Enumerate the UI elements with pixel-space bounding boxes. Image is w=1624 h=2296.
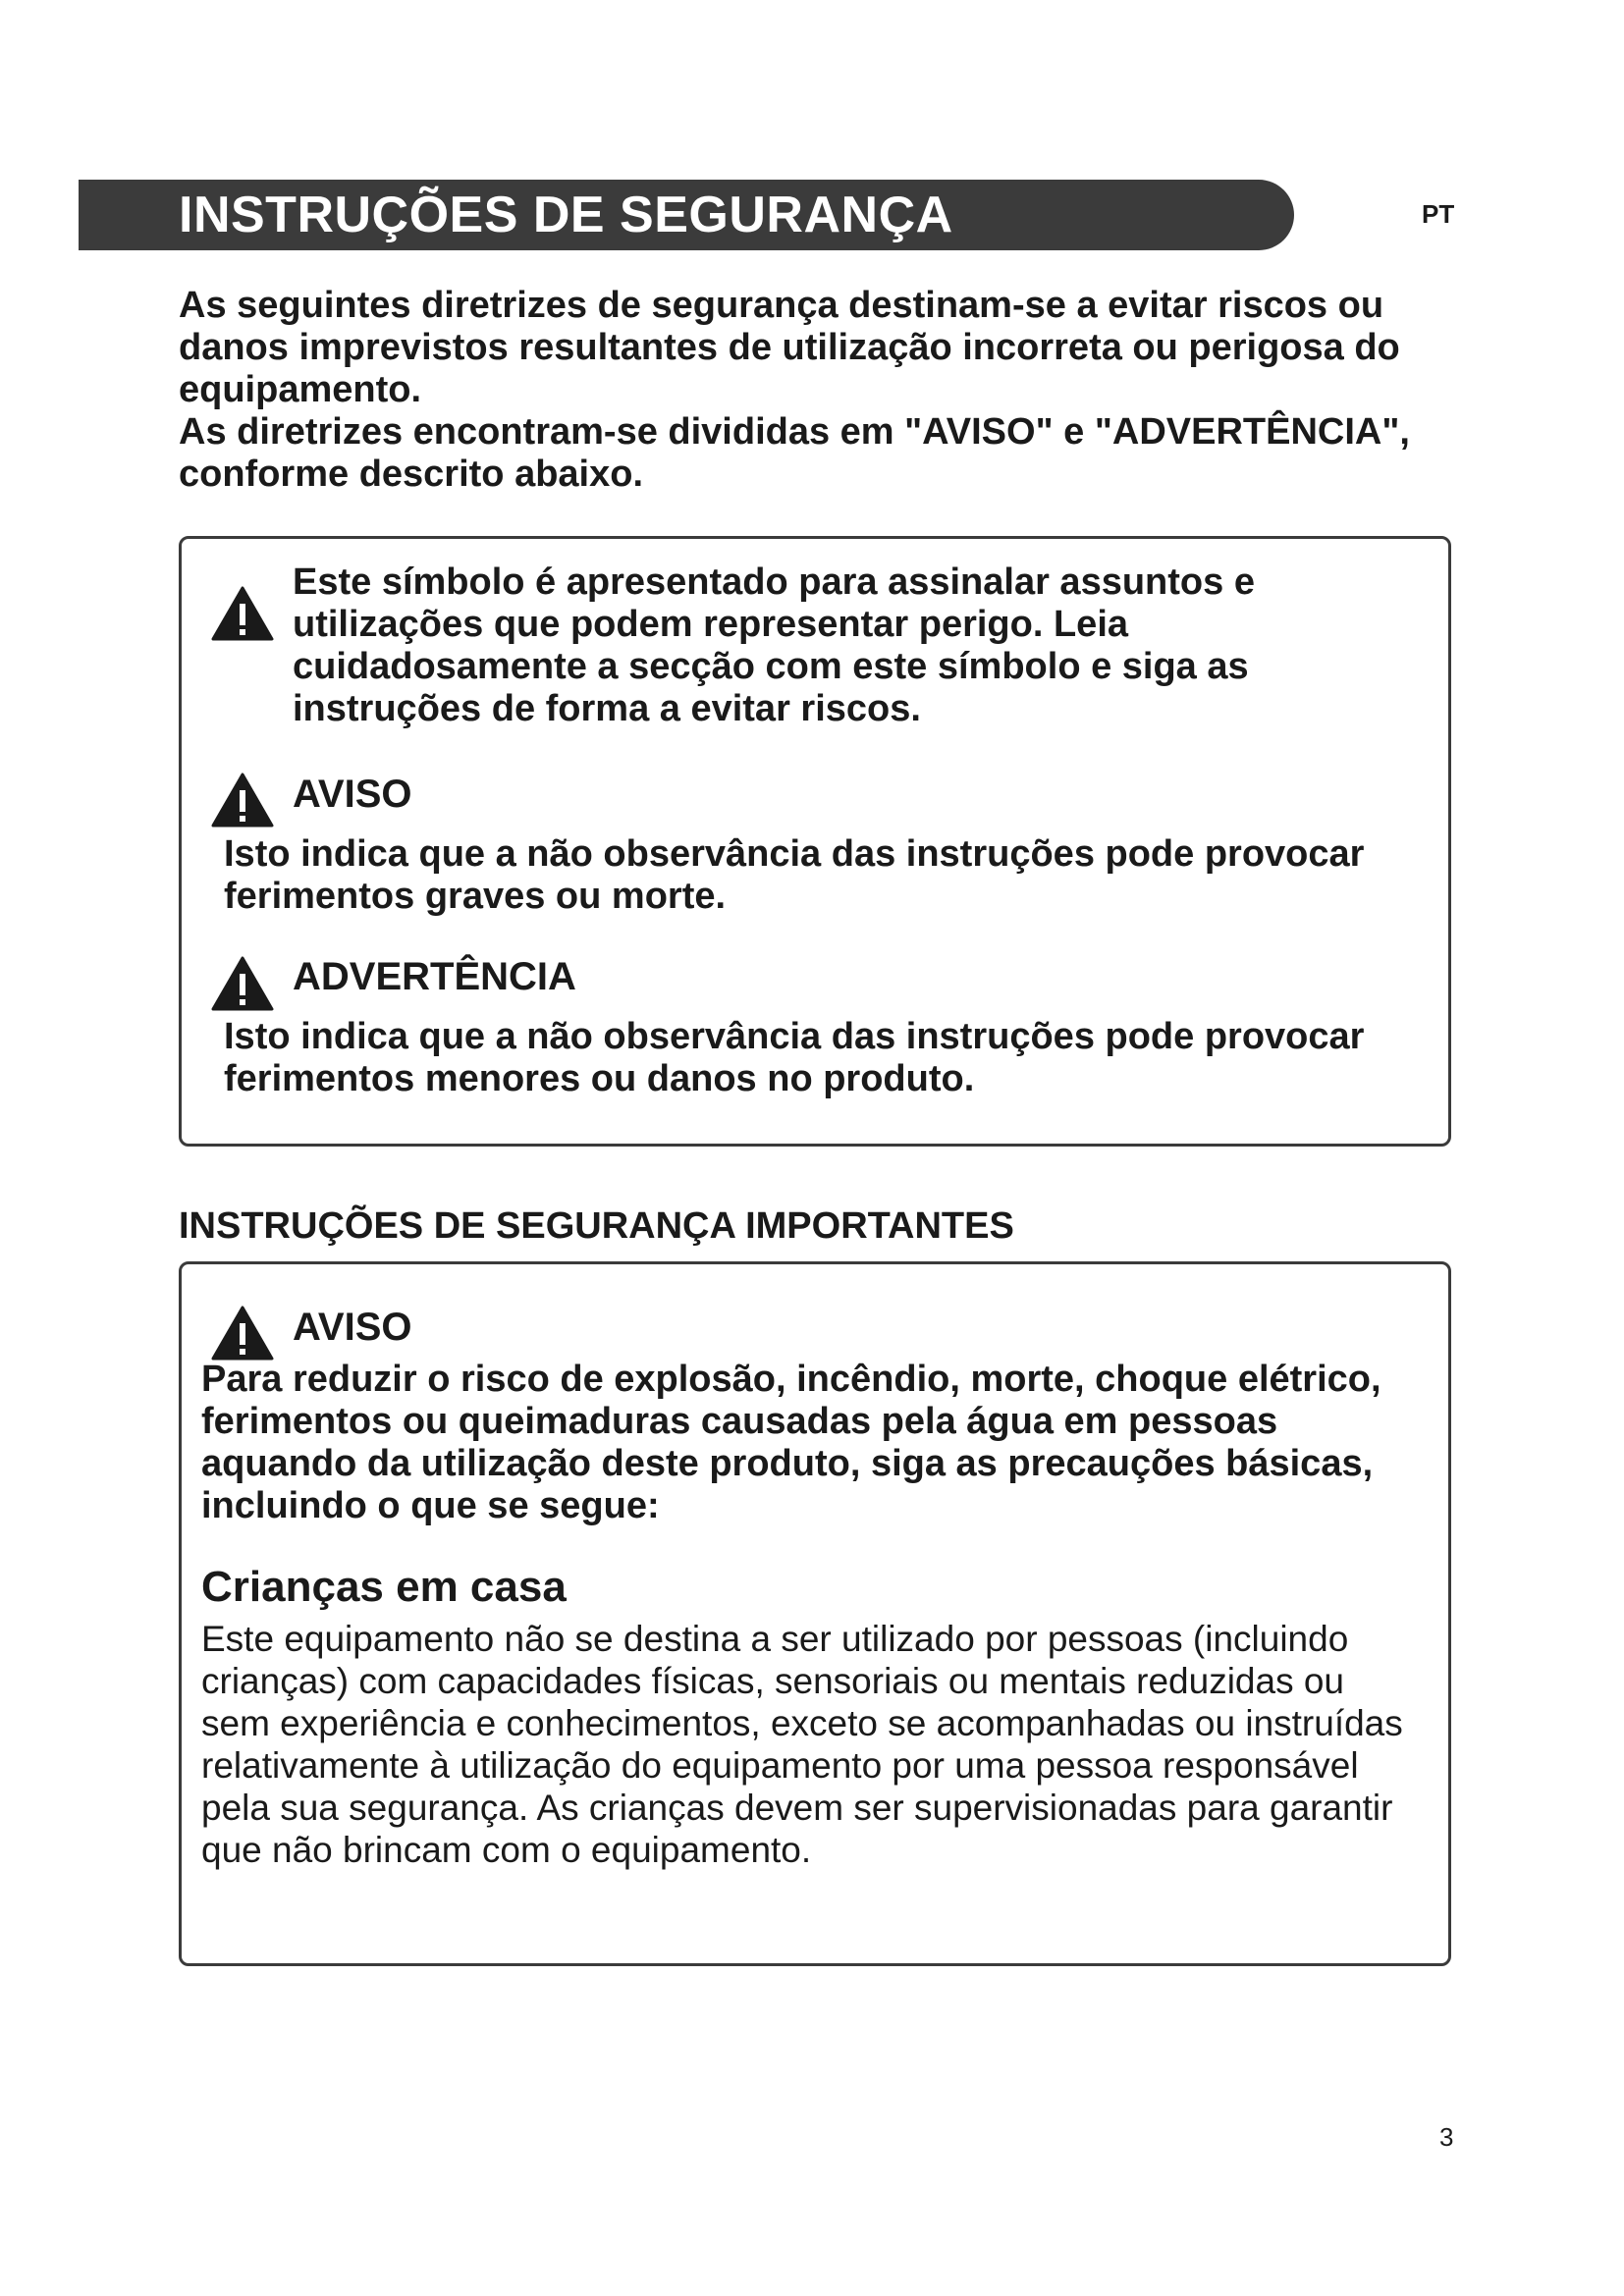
- page-number: 3: [1439, 2122, 1454, 2152]
- header-banner: [79, 180, 1294, 250]
- children-section-title: Crianças em casa: [201, 1563, 567, 1611]
- warning-triangle-icon: [211, 586, 274, 641]
- intro-paragraph-1: As seguintes diretrizes de segurança destinam-se a evitar riscos ou danos imprevistos resultantes de utilização incorreta ou perigosa do equipamento.: [179, 285, 1400, 410]
- warning-triangle-icon: [211, 1306, 274, 1361]
- language-code: PT: [1422, 199, 1455, 229]
- caution-label: ADVERTÊNCIA: [293, 955, 576, 998]
- children-section-text: Este equipamento não se destina a ser utilizado por pessoas (incluindo crianças) com capacidades físicas, sensoriais ou mentais reduzidas ou sem experiência e conhecimentos, exceto se acompanhadas ou instruídas relativamente à utilização do equipamento por uma pessoa responsável pela sua segurança. As crianças devem ser supervisionadas para garantir que não brincam com o equipamento.: [201, 1619, 1403, 1870]
- caution-description: Isto indica que a não observância das instruções pode provocar ferimentos menores ou danos no produto.: [224, 1016, 1365, 1099]
- symbol-description: Este símbolo é apresentado para assinalar assuntos e utilizações que podem representar perigo. Leia cuidadosamente a secção com este símbolo e siga as instruções de forma a evitar riscos.: [293, 561, 1255, 729]
- warning-description: Isto indica que a não observância das instruções pode provocar ferimentos graves ou morte.: [224, 833, 1365, 917]
- symbols-box: [179, 536, 1451, 1147]
- intro-text: [179, 285, 1475, 496]
- page-title: INSTRUÇÕES DE SEGURANÇA: [179, 187, 953, 243]
- warning-triangle-icon: [211, 773, 274, 828]
- warning-label: AVISO: [293, 1306, 412, 1349]
- intro-paragraph-2: As diretrizes encontram-se divididas em "AVISO" e "ADVERTÊNCIA", conforme descrito abaixo.: [179, 411, 1410, 495]
- warning-triangle-icon: [211, 956, 274, 1011]
- important-instructions-box: [179, 1261, 1451, 1966]
- warning-label: AVISO: [293, 773, 412, 816]
- warning-description: Para reduzir o risco de explosão, incêndio, morte, choque elétrico, ferimentos ou queimaduras causadas pela água em pessoas aquando da utilização deste produto, siga as precauções básicas, incluindo o que se segue:: [201, 1359, 1381, 1526]
- important-instructions-heading: INSTRUÇÕES DE SEGURANÇA IMPORTANTES: [179, 1205, 1014, 1247]
